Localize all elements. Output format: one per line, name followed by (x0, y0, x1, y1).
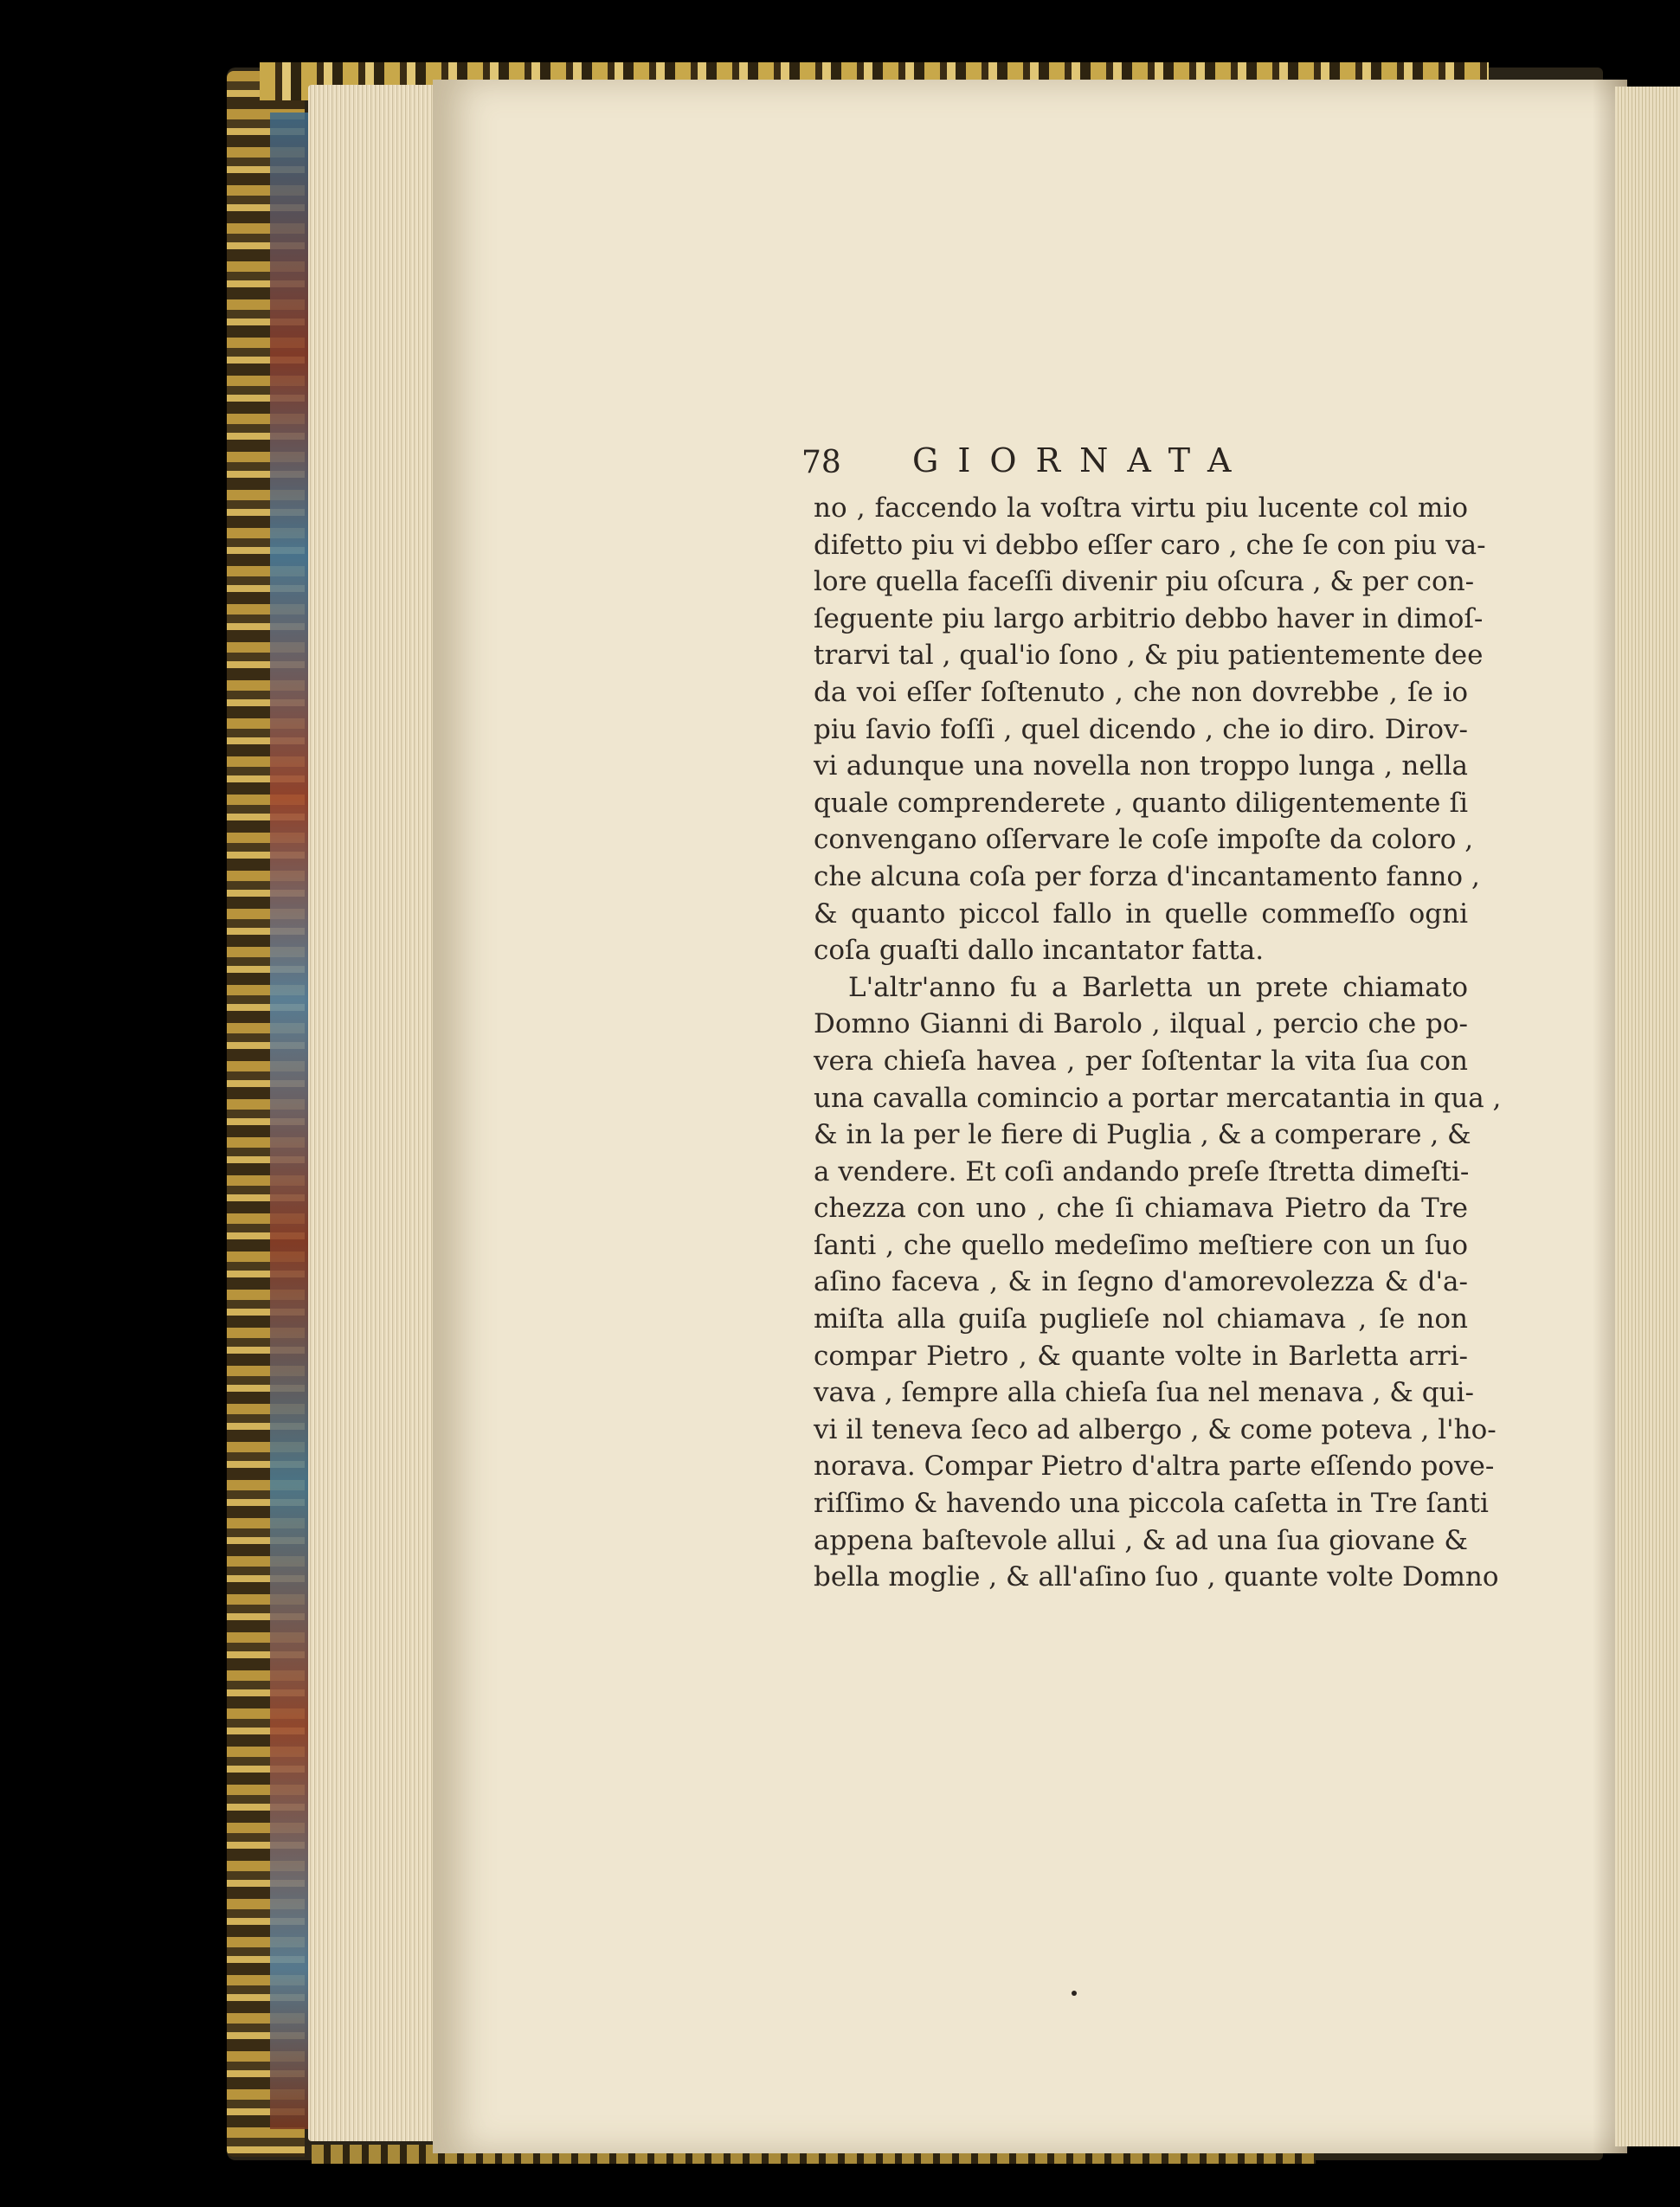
text-line: difetto piu vi debbo eſſer caro , che ſe con piu va- (814, 529, 1486, 561)
text-line: appena baſtevole allui , & ad una ſua giovane & (814, 1524, 1468, 1556)
text-line: una cavalla comincio a portar mercatantia in qua , (814, 1082, 1502, 1114)
paragraph-first-line: L'altr'anno fu a Barletta un prete chiamato (848, 971, 1468, 1003)
text-line: trarvi tal , qual'io ſono , & piu patientemente dee (814, 640, 1484, 672)
text-line: a vendere. Et coſi andando preſe ſtretta dimeſti- (814, 1155, 1470, 1187)
ink-speck (1072, 1991, 1077, 1996)
text-line: ſeguente piu largo arbitrio debbo haver in dimoſ- (814, 602, 1484, 634)
text-line: convengano oſſervare le coſe impoſte da coloro , (814, 824, 1474, 856)
page-header (801, 441, 1459, 490)
text-line: lore quella faceſſi divenir piu oſcura , & per con- (814, 566, 1475, 598)
text-line: ſanti , che quello medeſimo meſtiere con un ſuo (814, 1229, 1468, 1261)
text-line: & in la per le fiere di Puglia , & a comperare , & (814, 1119, 1471, 1151)
text-line: coſa guaſti dallo incantator fatta. (814, 935, 1265, 967)
text-block (814, 490, 1502, 1596)
text-line: vi adunque una novella non troppo lunga , nella (814, 750, 1468, 782)
text-line: aſino faceva , & in ſegno d'amorevolezza & d'a- (814, 1266, 1468, 1298)
marbled-board (270, 113, 308, 2129)
text-line: piu ſavio foſſi , quel dicendo , che io diro. Dirov- (814, 713, 1468, 745)
text-line: riſſimo & havendo una piccola caſetta in Tre ſanti (814, 1488, 1489, 1520)
page-number: 78 (801, 445, 841, 480)
text-line: Domno Gianni di Barolo , ilqual , percio che po- (814, 1008, 1468, 1040)
text-line: vava , ſempre alla chieſa ſua nel menava , & qui- (814, 1377, 1474, 1409)
text-line: quale comprenderete , quanto diligentemente ſi (814, 787, 1468, 819)
running-head: GIORNATA (912, 441, 1251, 479)
text-line: compar Pietro , & quante volte in Barletta arri- (814, 1340, 1468, 1372)
text-line: no , faccendo la voſtra virtu piu lucente col mio (814, 492, 1468, 524)
text-line: che alcuna coſa per forza d'incantamento fanno , (814, 860, 1480, 892)
text-line: vi il teneva ſeco ad albergo , & come poteva , l'ho- (814, 1413, 1497, 1445)
text-line: miſta alla guiſa puglieſe nol chiamava , ſe non (814, 1303, 1468, 1335)
text-line: vera chieſa havea , per ſoſtentar la vita ſua con (814, 1045, 1468, 1077)
facing-page-edge (1615, 87, 1680, 2146)
text-line: & quanto piccol fallo in quelle commeſſo ogni (814, 898, 1468, 930)
text-line: bella moglie , & all'aſino ſuo , quante volte Domno (814, 1561, 1499, 1593)
text-line: da voi eſſer ſoſtenuto , che non dovrebbe , ſe io (814, 676, 1468, 708)
text-line: chezza con uno , che ſi chiamava Pietro da Tre (814, 1193, 1468, 1225)
text-line: norava. Compar Pietro d'altra parte eſſendo pove- (814, 1451, 1495, 1483)
